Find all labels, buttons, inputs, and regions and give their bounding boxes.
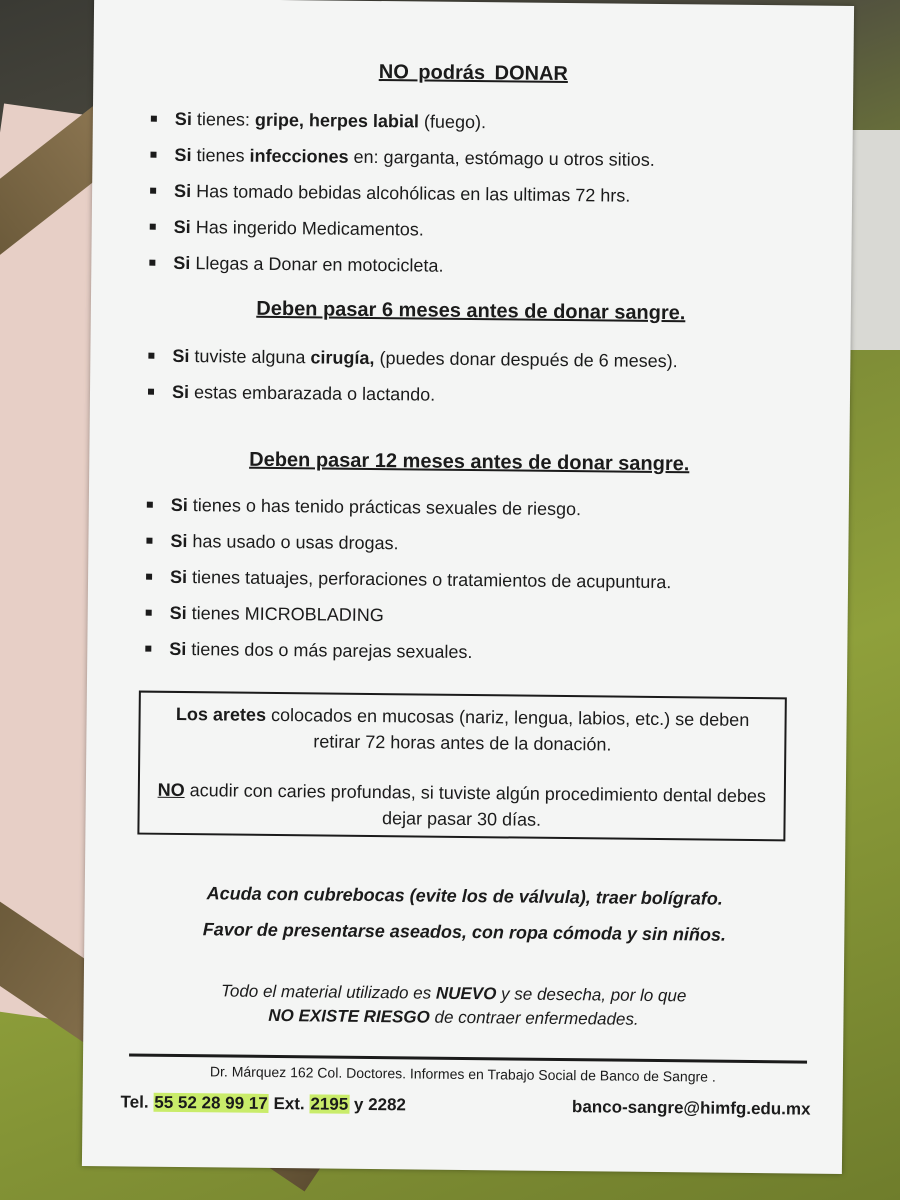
six-months-list (146, 338, 837, 417)
list-item: Si Llegas a Donar en motocicleta. (147, 245, 837, 288)
phone-number: 55 52 28 99 17 (154, 1092, 268, 1113)
bullet-icon (146, 574, 152, 580)
instruction-hygiene: Favor de presentarse aseados, con ropa cómoda y sin niños. (202, 919, 727, 945)
bullet-icon (150, 188, 156, 194)
extension: 2195 (310, 1094, 349, 1114)
caries-notice: NO acudir con caries profundas, si tuviste algún procedimiento dental debes dejar pasar 30 días. (157, 779, 767, 830)
email-address: banco-sangre@himfg.edu.mx (571, 1097, 811, 1119)
earrings-notice: Los aretes colocados en mucosas (nariz, lengua, labios, etc.) se deben retirar 72 horas antes de la donación. (175, 703, 750, 755)
page-title: NO podrás DONAR (378, 61, 569, 86)
list-item: Si tienes MICROBLADING (144, 595, 834, 638)
flyer-paper (82, 0, 854, 1174)
bullet-icon (150, 152, 156, 158)
instruction-mask: Acuda con cubrebocas (evite los de válvula), traer bolígrafo. (206, 883, 723, 909)
address: Dr. Márquez 162 Col. Doctores. Informes en Trabajo Social de Banco de Sangre . (209, 1063, 716, 1085)
notice-box (137, 691, 786, 842)
bullet-icon (149, 260, 155, 266)
heading-6-meses: Deben pasar 6 meses antes de donar sangre. (256, 297, 686, 325)
bullet-icon (146, 610, 152, 616)
safety-note: Todo el material utilizado es NUEVO y se desecha, por lo que NO EXISTE RIESGO de contraer enfermedades. (221, 981, 687, 1029)
footer-divider (129, 1053, 807, 1063)
list-item: Si Has tomado bebidas alcohólicas en las ultimas 72 hrs. (148, 173, 838, 216)
bullet-icon (150, 224, 156, 230)
list-item: Si tuviste alguna cirugía, (puedes donar después de 6 meses). (146, 338, 836, 381)
bullet-icon (148, 353, 154, 359)
bullet-icon (148, 389, 154, 395)
no-donar-list (147, 101, 839, 288)
list-item: Si tienes: gripe, herpes labial (fuego). (149, 101, 839, 144)
list-item: Si Has ingerido Medicamentos. (148, 209, 838, 252)
list-item: Si tienes dos o más parejas sexuales. (143, 631, 833, 674)
bullet-icon (145, 646, 151, 652)
phone-info: Tel. 55 52 28 99 17 Ext. 2195 y 2282 (120, 1092, 407, 1115)
bullet-icon (147, 502, 153, 508)
list-item: Si tienes o has tenido prácticas sexuales de riesgo. (145, 487, 835, 530)
bullet-icon (146, 538, 152, 544)
list-item: Si estas embarazada o lactando. (146, 374, 836, 417)
bullet-icon (151, 116, 157, 122)
heading-12-meses: Deben pasar 12 meses antes de donar sangre. (249, 448, 690, 476)
contact-line (120, 1092, 811, 1119)
list-item: Si tienes infecciones en: garganta, estómago u otros sitios. (148, 137, 838, 180)
twelve-months-list (143, 487, 835, 674)
list-item: Si tienes tatuajes, perforaciones o tratamientos de acupuntura. (144, 559, 834, 602)
list-item: Si has usado o usas drogas. (144, 523, 834, 566)
